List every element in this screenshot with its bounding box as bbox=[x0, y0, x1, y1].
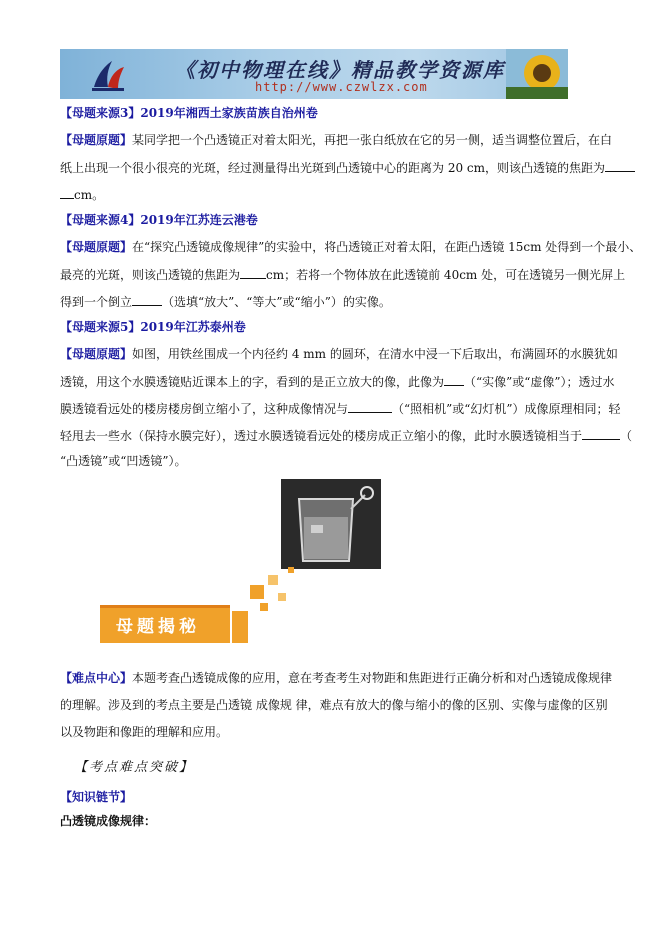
header-banner bbox=[60, 49, 568, 99]
problem-text: （选填“放大”、“等大”或“缩小”）的实像。 bbox=[162, 295, 391, 309]
answer-blank[interactable] bbox=[605, 160, 635, 172]
knowledge-tag: 【知识链节】 bbox=[60, 790, 133, 804]
problem-tag: 【母题原题】 bbox=[60, 240, 133, 254]
knowledge-heading bbox=[60, 790, 132, 805]
problem-text: 在“探究凸透镜成像规律”的实验中，将凸透镜正对着太阳，在距凸透镜 15cm 处得到一个最小、 bbox=[132, 240, 642, 254]
analysis-line bbox=[60, 725, 228, 740]
problem-text: （“实像”或“虚像”）；透过水 bbox=[464, 375, 615, 389]
source-label: 【母题来源4】2019年江苏连云港卷 bbox=[60, 213, 258, 227]
problem-text: （“照相机”或“幻灯机”）成像原理相同；轻 bbox=[392, 402, 621, 416]
problem-line bbox=[60, 187, 104, 203]
source-label: 【母题来源3】2019年湘西土家族苗族自治州卷 bbox=[60, 106, 318, 120]
problem-line bbox=[60, 267, 625, 283]
problem-line bbox=[60, 454, 187, 469]
problem-line bbox=[60, 374, 615, 390]
problem-line bbox=[60, 347, 618, 362]
beaker-photo bbox=[281, 479, 381, 569]
problem-tag: 【母题原题】 bbox=[60, 347, 133, 361]
analysis-text: 的理解。涉及到的考点主要是凸透镜 成像规 律，难点有放大的像与缩小的像的区别、实像与虚像的区别 bbox=[60, 698, 608, 712]
analysis-line bbox=[60, 698, 608, 713]
banner-title: 《初中物理在线》精品教学资源库 bbox=[175, 58, 505, 82]
problem-line bbox=[60, 240, 641, 255]
problem-text: “凸透镜”或“凹透镜”）。 bbox=[60, 454, 187, 468]
source-heading-5 bbox=[60, 320, 246, 335]
answer-blank[interactable] bbox=[60, 187, 74, 199]
problem-text: cm。 bbox=[74, 188, 105, 202]
problem-text: 膜透镜看远处的楼房楼房倒立缩小了，这种成像情况与 bbox=[60, 402, 349, 416]
problem-line bbox=[60, 160, 635, 176]
answer-blank[interactable] bbox=[582, 428, 620, 440]
problem-text: 透镜，用这个水膜透镜贴近课本上的字，看到的是正立放大的像，此像为 bbox=[60, 375, 445, 389]
problem-text: cm；若将一个物体放在此透镜前 40cm 处，可在透镜另一侧光屏上 bbox=[266, 268, 626, 282]
sunflower-icon bbox=[506, 49, 568, 99]
answer-blank[interactable] bbox=[444, 374, 464, 386]
problem-text: 最亮的光斑，则该凸透镜的焦距为 bbox=[60, 268, 241, 282]
site-logo-icon bbox=[88, 55, 128, 95]
section-banner bbox=[100, 565, 300, 650]
source-heading-4 bbox=[60, 213, 258, 228]
problem-line bbox=[60, 401, 621, 417]
analysis-text: 以及物距和像距的理解和应用。 bbox=[60, 725, 229, 739]
problem-tag: 【母题原题】 bbox=[60, 133, 133, 147]
analysis-tag: 【难点中心】 bbox=[60, 671, 133, 685]
answer-blank[interactable] bbox=[132, 294, 162, 306]
problem-text: 得到一个倒立 bbox=[60, 295, 133, 309]
problem-text: 如图，用铁丝围成一个内径约 4 mm 的圆环，在清水中浸一下后取出，布满圆环的水膜犹如 bbox=[132, 347, 618, 361]
problem-line bbox=[60, 294, 391, 310]
problem-text: 纸上出现一个很小很亮的光斑，经过测量得出光斑到凸透镜中心的距离为 20 cm，则该凸透镜的焦距为 bbox=[60, 161, 606, 175]
source-heading-3 bbox=[60, 106, 318, 121]
rule-title: 凸透镜成像规律： bbox=[60, 814, 157, 828]
problem-text: 轻甩去一些水（保持水膜完好），透过水膜透镜看远处的楼房成正立缩小的像，此时水膜透镜相当于 bbox=[60, 429, 583, 443]
problem-text: 某同学把一个凸透镜正对着太阳光，再把一张白纸放在它的另一侧，适当调整位置后，在白 bbox=[132, 133, 613, 147]
banner-url[interactable]: http://www.czwlzx.com bbox=[255, 80, 428, 94]
source-label: 【母题来源5】2019年江苏泰州卷 bbox=[60, 320, 246, 334]
problem-line bbox=[60, 428, 632, 444]
breakthrough-heading: 【考点难点突破】 bbox=[74, 760, 195, 775]
problem-line bbox=[60, 133, 612, 148]
problem-text: （ bbox=[620, 429, 633, 443]
analysis-line bbox=[60, 671, 612, 686]
answer-blank[interactable] bbox=[348, 401, 392, 413]
analysis-text: 本题考查凸透镜成像的应用，意在考查考生对物距和焦距进行正确分析和对凸透镜成像规律 bbox=[132, 671, 613, 685]
answer-blank[interactable] bbox=[240, 267, 266, 279]
section-banner-label: 母题揭秘 bbox=[116, 617, 200, 637]
